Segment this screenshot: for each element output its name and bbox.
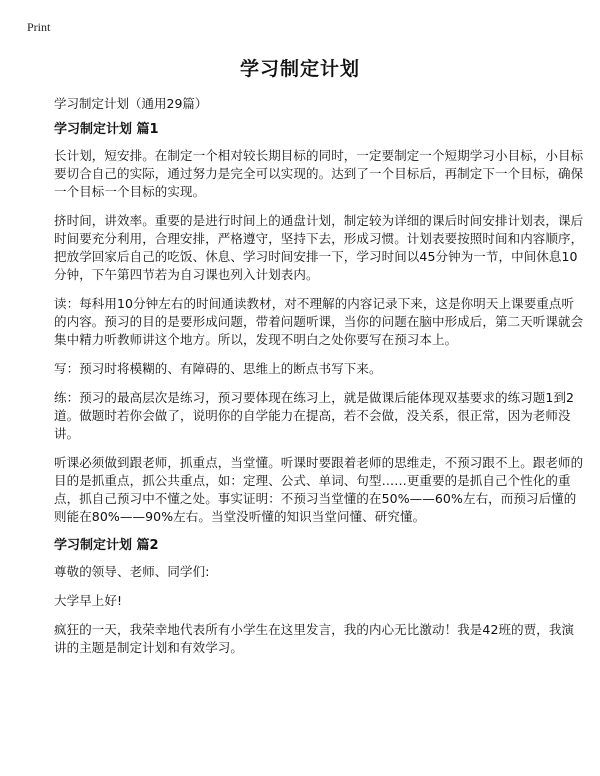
section-2 <box>54 537 584 657</box>
section-heading: 学习制定计划 篇2 <box>54 538 159 553</box>
paragraph: 读：每科用10分钟左右的时间通读教材，对不理解的内容记录下来，这是你明天上课要重点听的内容。预习的目的是要形成问题，带着问题听课，当你的问题在脑中形成后，第二天听课就会集中精力听教师讲这个地方。所以，发现不明白之处你要写在预习本上。 <box>54 296 584 347</box>
paragraph: 大学早上好! <box>54 593 123 608</box>
paragraph: 练：预习的最高层次是练习，预习要体现在练习上，就是做课后能体现双基要求的练习题1到2道。做题时若你会做了，说明你的自学能力在提高，若不会做，没关系，很正常，因为老师没讲。 <box>54 390 575 441</box>
document-subtitle: 学习制定计划（通用29篇） <box>54 96 208 111</box>
document-title: 学习制定计划 <box>239 58 360 80</box>
paragraph: 尊敬的领导、老师、同学们: <box>54 564 210 579</box>
paragraph: 听课必须做到跟老师，抓重点，当堂懂。听课时要跟着老师的思维走，不预习跟不上。跟老师的目的是抓重点，抓公共重点，如：定理、公式、单词、句型……更重要的是抓自己个性化的重点，抓自己预习中不懂之处。事实证明：不预习当堂懂的在50%——60%左右，而预习后懂的则能在80%——90%左右。当堂没听懂的知识当堂问懂、研究懂。 <box>54 455 584 524</box>
paragraph: 长计划，短安排。在制定一个相对较长期目标的同时，一定要制定一个短期学习小目标，小目标要切合自己的实际，通过努力是完全可以实现的。达到了一个目标后，再制定下一个目标，确保一个目标一个目标的实现。 <box>54 148 584 199</box>
print-link[interactable]: Print <box>27 20 51 34</box>
section-heading: 学习制定计划 篇1 <box>54 122 159 137</box>
paragraph: 疯狂的一天，我荣幸地代表所有小学生在这里发言，我的内心无比激动！我是42班的贾，我演讲的主题是制定计划和有效学习。 <box>54 622 575 655</box>
paragraph: 写：预习时将模糊的、有障碍的、思维上的断点书写下来。 <box>54 361 382 376</box>
section-1 <box>54 121 584 526</box>
paragraph: 挤时间，讲效率。重要的是进行时间上的通盘计划，制定较为详细的课后时间安排计划表，课后时间要充分利用，合理安排，严格遵守，坚持下去，形成习惯。计划表要按照时间和内容顺序，把放学回家后自己的吃饭、休息、学习时间安排一下，学习时间以45分钟为一节，中间休息10分钟，下午第四节若为自习课也列入计划表内。 <box>54 213 584 282</box>
document-body <box>54 121 584 668</box>
